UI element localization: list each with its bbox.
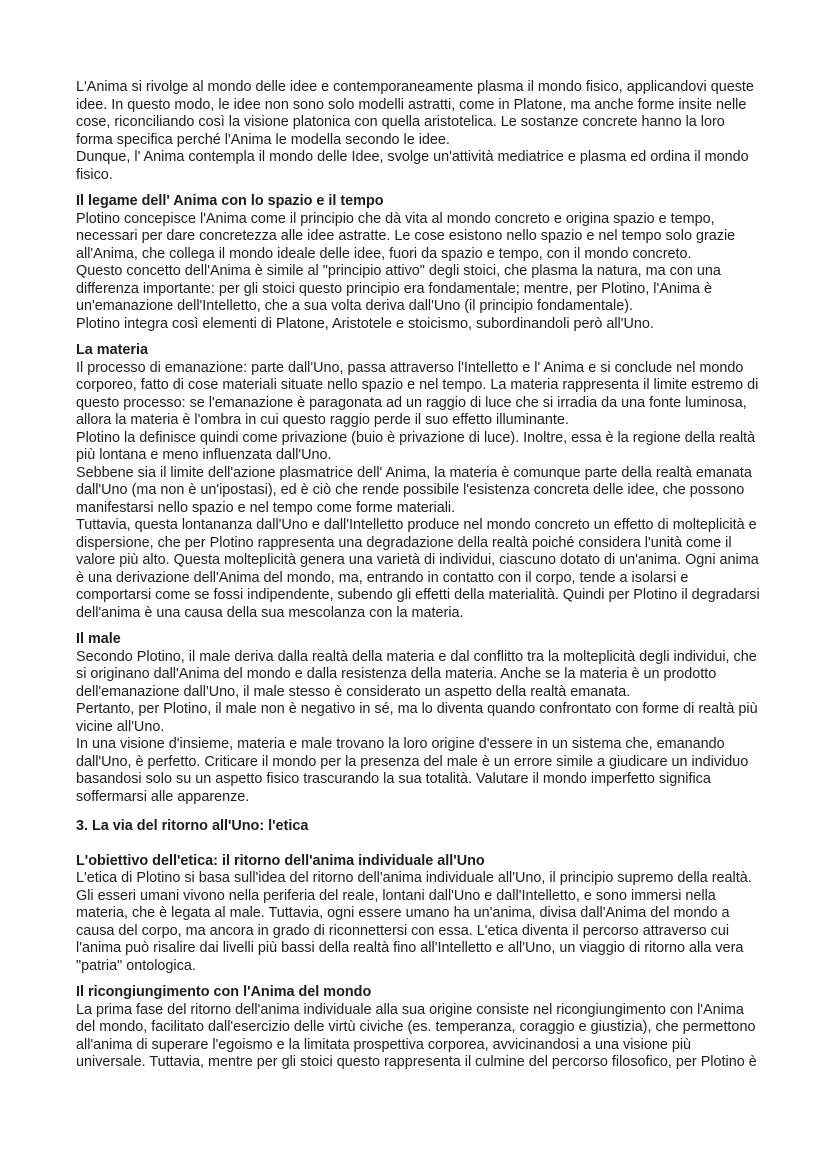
subheading-la-materia: La materia (76, 342, 148, 358)
paragraph-obiettivo-etica: L'etica di Plotino si basa sull'idea del ritorno dell'anima individuale all'Uno, il principio supremo della realtà. Gli esseri umani vivono nella periferia del reale, lontani dall'Uno e dall'Intelletto, e sono immersi nella materia, che è legata al male. Tuttavia, ogni essere umano ha un'anima, divisa dall'Anima del mondo a causa del corpo, ma ancora in grado di riconnettersi con essa. L'etica diventa il percorso attraverso cui l'anima può risalire dai livelli più bassi della realtà fino all'Intelletto e all'Uno, un viaggio di ritorno alla vera "patria" ontologica. (76, 870, 752, 974)
subheading-obiettivo-etica: L'obiettivo dell'etica: il ritorno dell'anima individuale all'Uno (76, 852, 485, 869)
subheading-ricongiungimento-anima-mondo: Il ricongiungimento con l'Anima del mondo (76, 984, 372, 1000)
subheading-legame-anima-spazio-tempo: Il legame dell' Anima con lo spazio e il tempo (76, 193, 384, 209)
subheading-il-male: Il male (76, 631, 121, 647)
paragraph-la-materia: Il processo di emanazione: parte dall'Uno, passa attraverso l'Intelletto e l' Anima e si conclude nel mondo corporeo, fatto di cose materiali situate nello spazio e nel tempo. La materia rappresenta il limite estremo di questo processo: se l'emanazione è paragonata ad un raggio di luce che si irradia da una fonte luminosa, allora la materia è l'ombra in cui questo raggio perde il suo effetto illuminante. Plotino la definisce quindi come privazione (buio è privazione di luce). Inoltre, essa è la regione della realtà più lontana e meno influenzata dall'Uno. Sebbene sia il limite dell'azione plasmatrice dell' Anima, la materia è comunque parte della realtà emanata dall'Uno (ma non è un'ipostasi), ed è ciò che rende possibile l'esistenza concreta delle idee, che possono manifestarsi nello spazio e nel tempo come forme materiali. Tuttavia, questa lontananza dall'Uno e dall'Intelletto produce nel mondo concreto un effetto di molteplicità e dispersione, che per Plotino rappresenta una degradazione della realtà poiché considera l'unità come il valore più alto. Questa molteplicità genera una varietà di individui, ciascuno dotato di un'anima. Ogni anima è una derivazione dell'Anima del mondo, ma, entrando in contatto con il corpo, tende a isolarsi e comportarsi come se fossi indipendente, subendo gli effetti della materialità. Quindi per Plotino il degradarsi dell'anima è una causa della sua mescolanza con la materia. (76, 359, 760, 621)
paragraph-anima-spazio-tempo: Plotino concepisce l'Anima come il principio che dà vita al mondo concreto e origina spazio e tempo, necessari per dare concretezza alle idee astratte. Le cose esistono nello spazio e nel tempo solo grazie all'Anima, che collega il mondo ideale delle idee, fuori da spazio e tempo, con il mondo concreto. Questo concetto dell'Anima è simile al "principio attivo" degli stoici, che plasma la natura, ma con una differenza importante: per gli stoici questo principio era fondamentale; mentre, per Plotino, l'Anima è un'emanazione dell'Intelletto, che a sua volta deriva dall'Uno (il principio fondamentale). Plotino integra così elementi di Platone, Aristotele e stoicismo, subordinandoli però all'Uno. (76, 210, 736, 332)
paragraph-anima-mondo-idee: L'Anima si rivolge al mondo delle idee e contemporaneamente plasma il mondo fisico, applicandovi queste idee. In questo modo, le idee non sono solo modelli astratti, come in Platone, ma anche forme insite nelle cose, riconciliando così la visione platonica con quella aristotelica. Le sostanze concrete hanno la loro forma specifica perché l'Anima le modella secondo le idee. Dunque, l' Anima contempla il mondo delle Idee, svolge un'attività mediatrice e plasma ed ordina il mondo fisico. (76, 79, 754, 183)
section-heading-via-del-ritorno: 3. La via del ritorno all'Uno: l'etica (76, 818, 309, 834)
document-text-column (76, 79, 768, 1081)
paragraph-il-male: Secondo Plotino, il male deriva dalla realtà della materia e dal conflitto tra la molteplicità degli individui, che si originano dall'Anima del mondo e dalla resistenza della materia. Anche se la materia è un prodotto dell'emanazione dall'Uno, il male stesso è considerato un aspetto della realtà emanata. Pertanto, per Plotino, il male non è negativo in sé, ma lo diventa quando confrontato con forme di realtà più vicine all'Uno. In una visione d'insieme, materia e male trovano la loro origine d'essere in un sistema che, emanando dall'Uno, è perfetto. Criticare il mondo per la presenza del male è un errore simile a giudicare un individuo basandosi solo su un aspetto fisico trascurando la sua totalità. Valutare il mondo imperfetto significa soffermarsi alle apparenze. (76, 648, 758, 805)
paragraph-ricongiungimento: La prima fase del ritorno dell'anima individuale alla sua origine consiste nel ricongiungimento con l'Anima del mondo, facilitato dall'esercizio delle virtù civiche (es. temperanza, coraggio e giustizia), che permettono all'anima di superare l'egoismo e la limitata prospettiva corporea, avvicinandosi a una visione più universale. Tuttavia, mentre per gli stoici questo rappresenta il culmine del percorso filosofico, per Plotino è (76, 1001, 757, 1070)
